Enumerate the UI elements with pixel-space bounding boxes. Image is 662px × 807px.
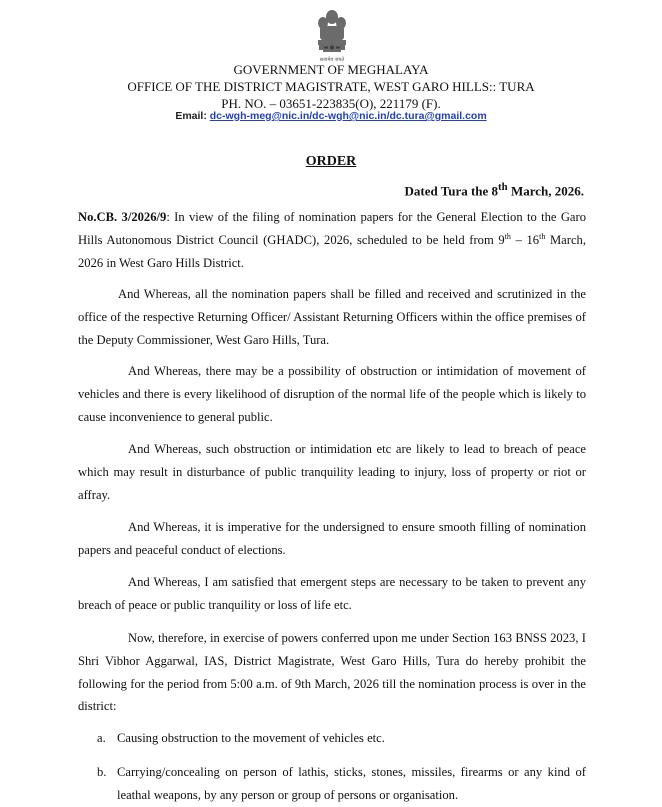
paragraph-now-therefore: Now, therefore, in exercise of powers conferred upon me under Section 163 BNSS 2023, I Shri Vibhor Aggarwal, IAS, District Magistrate, West Garo Hills, Tura do hereby prohibit the following for the period from 5:00 a.m. of 9th March, 2026 till the nomination process is over in the district:: [78, 631, 586, 714]
paragraph-intro: No.CB. 3/2026/9: In view of the filing of nomination papers for the General Election to the Garo Hills Autonomous District Council (GHADC), 2026, scheduled to be held from 9th – 16th March, 2026 in West Garo Hills District.: [78, 210, 586, 270]
list-item: [97, 727, 586, 750]
government-name: GOVERNMENT OF MEGHALAYA: [233, 62, 429, 77]
emblem-motto: सत्यमेव जयते: [319, 57, 345, 63]
office-name: OFFICE OF THE DISTRICT MAGISTRATE, WEST GARO HILLS:: TURA: [127, 79, 535, 94]
order-date: Dated Tura the 8th March, 2026.: [404, 181, 584, 199]
list-item: [97, 761, 586, 807]
email-link[interactable]: dc-wgh-meg@nic.in/dc-wgh@nic.in/dc.tura@gmail.com: [209, 110, 487, 122]
list-marker: a.: [97, 731, 106, 745]
paragraph-whereas-3: And Whereas, such obstruction or intimidation etc are likely to lead to breach of peace which may result in disturbance of public tranquility leading to injury, loss of property or riot or affray.: [78, 442, 586, 502]
email-line: [0, 110, 662, 122]
list-marker: b.: [97, 765, 107, 779]
state-emblem-icon: [315, 8, 349, 64]
email-label: Email:: [175, 110, 210, 122]
paragraph-whereas-4: And Whereas, it is imperative for the undersigned to ensure smooth filling of nomination papers and peaceful conduct of elections.: [78, 520, 586, 557]
phone-numbers: PH. NO. – 03651-223835(O), 221179 (F).: [221, 96, 441, 111]
list-item-text: Causing obstruction to the movement of vehicles etc.: [117, 731, 385, 745]
paragraph-whereas-5: And Whereas, I am satisfied that emergent steps are necessary to be taken to prevent any breach of peace or public tranquility or loss of life etc.: [78, 575, 586, 612]
list-item-text: Carrying/concealing on person of lathis, sticks, stones, missiles, firearms or any kind of leathal weapons, by any person or group of persons or organisation.: [117, 765, 586, 802]
paragraph-whereas-2: And Whereas, there may be a possibility of obstruction or intimidation of movement of vehicles and there is every likelihood of disruption of the normal life of the people which is likely to cause inconvenience to general public.: [78, 364, 586, 424]
paragraph-whereas-1: And Whereas, all the nomination papers shall be filled and received and scrutinized in the office of the respective Returning Officer/ Assistant Returning Officers within the office premises of the Deputy Commissioner, West Garo Hills, Tura.: [78, 287, 586, 347]
order-number: No.CB. 3/2026/9: [78, 210, 167, 224]
order-title: ORDER: [305, 154, 357, 169]
